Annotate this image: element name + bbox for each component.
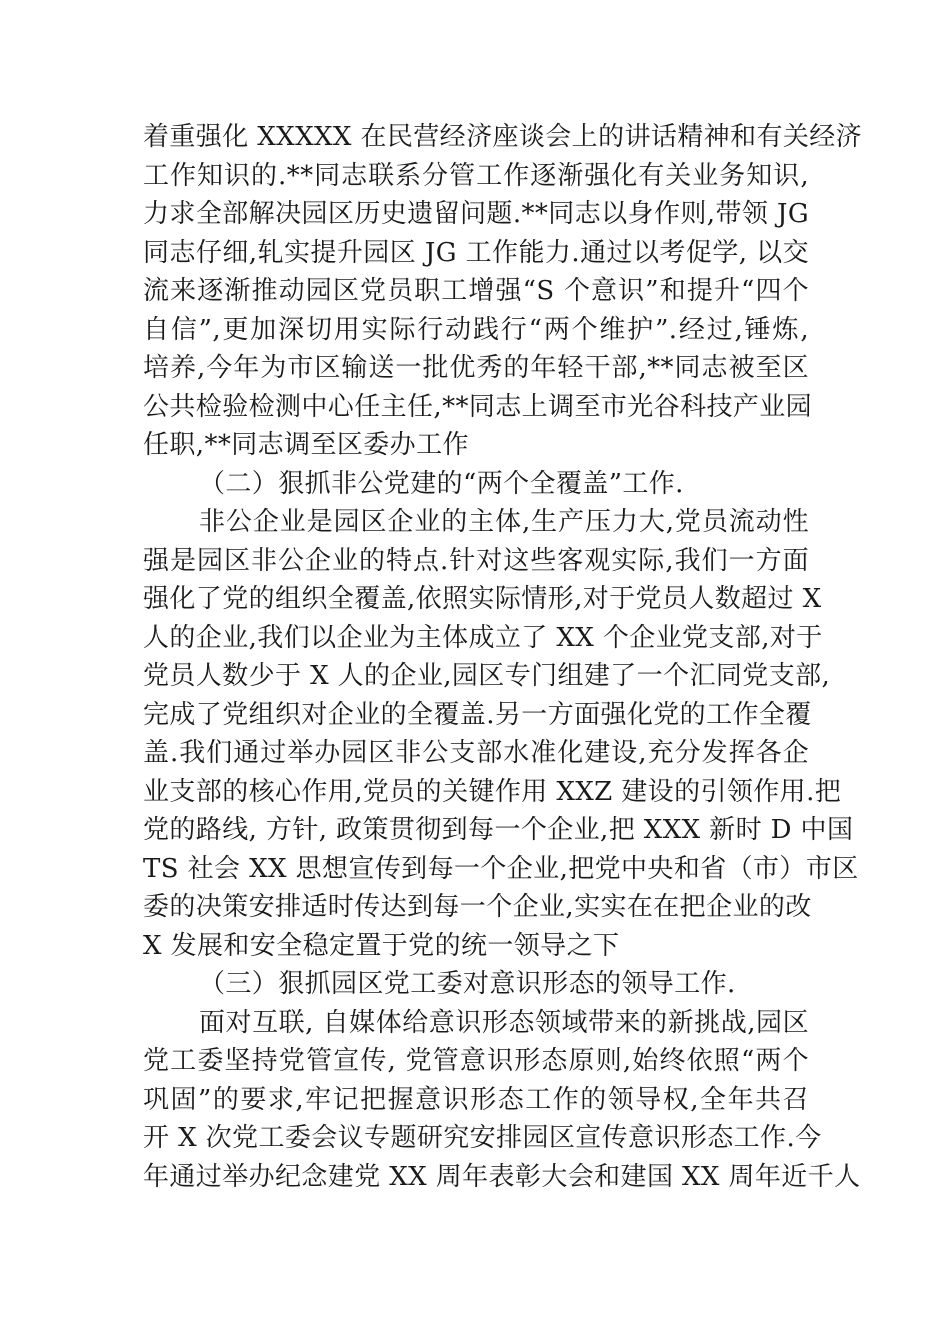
text-line: 盖.我们通过举办园区非公支部水准化建设,充分发挥各企 (143, 738, 809, 768)
text-line: 强是园区非公企业的特点.针对这些客观实际,我们一方面 (143, 545, 809, 576)
text-line: 强化了党的组织全覆盖,依照实际情形,对于党员人数超过 X (143, 584, 822, 614)
text-line: TS 社会 XX 思想宣传到每一个企业,把党中央和省（市）市区 (143, 853, 859, 884)
text-line: 党员人数少于 X 人的企业,园区专门组建了一个汇同党支部, (143, 661, 831, 691)
text-line: 开 X 次党工委会议专题研究安排园区宣传意识形态工作.今 (143, 1123, 822, 1153)
text-line: 面对互联, 自媒体给意识形态领域带来的新挑战,园区 (199, 1007, 809, 1038)
text-line: 巩固”的要求,牢记把握意识形态工作的领导权,全年共召 (143, 1084, 809, 1115)
text-line: 人的企业,我们以企业为主体成立了 XX 个企业党支部,对于 (143, 622, 823, 653)
text-line: （二）狠抓非公党建的“两个全覆盖”工作. (199, 468, 684, 499)
text-line: 自信”,更加深切用实际行动践行“两个维护”.经过,锤炼, (143, 314, 809, 345)
text-line: 流来逐渐推动园区党员职工增强“S 个意识”和提升“四个 (143, 276, 809, 306)
text-line: 同志仔细,轧实提升园区 JG 工作能力.通过以考促学, 以交 (143, 237, 809, 268)
text-line: 完成了党组织对企业的全覆盖.另一方面强化党的工作全覆 (143, 699, 812, 730)
text-line: 力求全部解决园区历史遗留问题.**同志以身作则,带领 JG (143, 199, 809, 229)
text-line: X 发展和安全稳定置于党的统一领导之下 (143, 930, 620, 961)
document-body (143, 118, 863, 1196)
text-line: 年通过举办纪念建党 XX 周年表彰大会和建国 XX 周年近千人 (143, 1161, 861, 1192)
text-line: 着重强化 XXXXX 在民营经济座谈会上的讲话精神和有关经济 (143, 122, 863, 152)
text-line: 业支部的核心作用,党员的关键作用 XXZ 建设的引领作用.把 (143, 776, 842, 807)
text-line: 工作知识的.**同志联系分管工作逐渐强化有关业务知识, (143, 160, 809, 191)
text-line: 党的路线, 方针, 政策贯彻到每一个企业,把 XXX 新时 D 中国 (143, 815, 854, 845)
text-line: 委的决策安排适时传达到每一个企业,实实在在把企业的改 (143, 892, 812, 922)
text-line: 党工委坚持党管宣传, 党管意识形态原则,始终依照“两个 (143, 1046, 809, 1076)
text-line: 任职,**同志调至区委办工作 (143, 430, 469, 460)
text-line: （三）狠抓园区党工委对意识形态的领导工作. (199, 969, 736, 999)
text-line: 培养,今年为市区输送一批优秀的年轻干部,**同志被至区 (143, 353, 809, 383)
text-line: 公共检验检测中心任主任,**同志上调至市光谷科技产业园 (143, 391, 813, 422)
text-line: 非公企业是园区企业的主体,生产压力大,党员流动性 (199, 507, 809, 537)
